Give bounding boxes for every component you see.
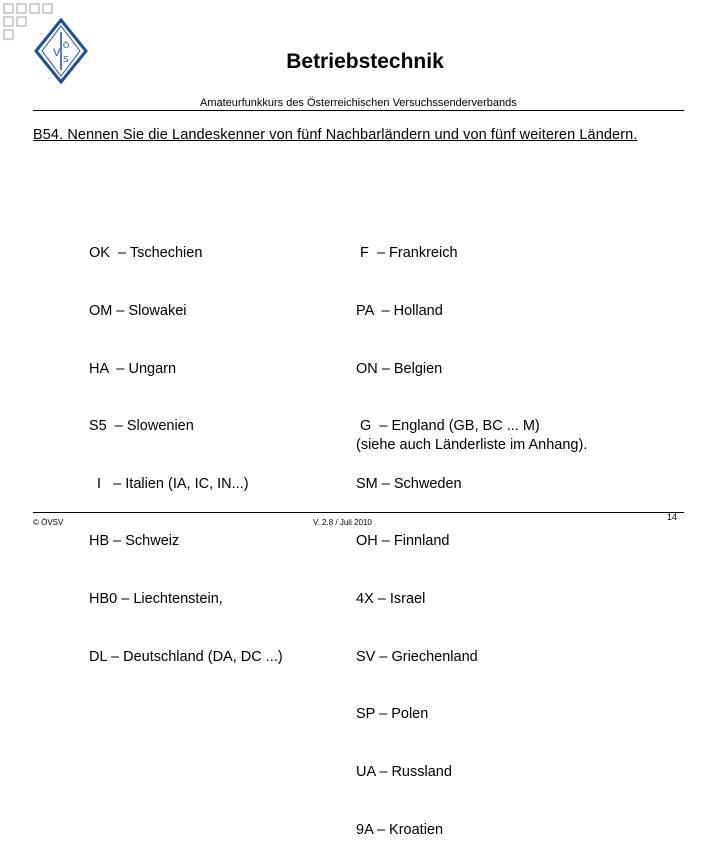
list-item: OK – Tschechien bbox=[89, 245, 203, 262]
svg-text:S: S bbox=[63, 55, 69, 64]
list-item: SP – Polen bbox=[356, 706, 429, 723]
list-item: DL – Deutschland (DA, DC ...) bbox=[89, 648, 283, 665]
svg-text:Ö: Ö bbox=[63, 41, 70, 50]
list-item: SV – Griechenland bbox=[356, 648, 478, 665]
page-subtitle: Amateurfunkkurs des Österreichischen Versuchssenderverbands bbox=[200, 97, 517, 109]
left-country-list bbox=[89, 206, 283, 686]
list-item: OM – Slowakei bbox=[89, 303, 187, 320]
list-item: 9A – Kroatien bbox=[356, 821, 444, 838]
page-title-text: Betriebstechnik bbox=[286, 50, 444, 73]
list-item: HA – Ungarn bbox=[89, 360, 177, 377]
list-item: G – England (GB, BC ... M) bbox=[356, 418, 540, 435]
list-item: OH – Finnland bbox=[356, 533, 450, 550]
list-item: UA – Russland bbox=[356, 763, 452, 780]
list-item: HB0 – Liechtenstein, bbox=[89, 591, 223, 608]
svg-text:V: V bbox=[53, 47, 61, 59]
list-item: ON – Belgien bbox=[356, 360, 443, 377]
question-text: B54. Nennen Sie die Landeskenner von fünf Nachbarländern und von fünf weiteren Ländern. bbox=[33, 127, 638, 143]
right-country-list bbox=[356, 206, 540, 859]
list-item: S5 – Slowenien bbox=[89, 418, 194, 435]
footer-copyright: © ÖVSV bbox=[33, 518, 64, 527]
list-item: PA – Holland bbox=[356, 303, 443, 320]
page-number: 14 bbox=[667, 512, 678, 522]
list-item: 4X – Israel bbox=[356, 591, 426, 608]
header-divider bbox=[33, 110, 684, 111]
footer-divider bbox=[33, 512, 684, 513]
list-item: F – Frankreich bbox=[356, 245, 458, 262]
page-title bbox=[0, 50, 720, 74]
list-item: SM – Schweden bbox=[356, 475, 462, 492]
list-item: HB – Schweiz bbox=[89, 533, 180, 550]
appendix-note: (siehe auch Länderliste im Anhang). bbox=[356, 437, 588, 453]
list-item: I – Italien (IA, IC, IN...) bbox=[89, 475, 249, 492]
footer-version: V. 2.8 / Juli 2010 bbox=[313, 518, 372, 527]
